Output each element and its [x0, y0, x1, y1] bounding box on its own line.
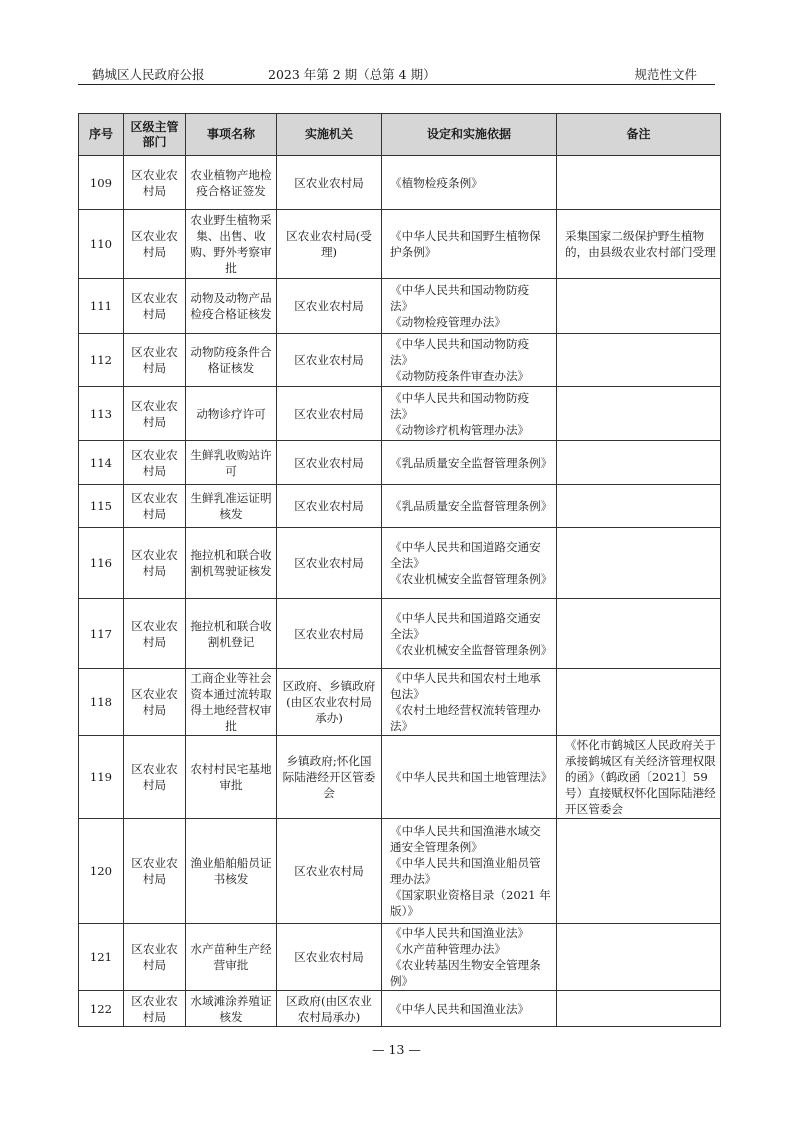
approval-items-table	[78, 113, 721, 1027]
row-department: 区农业农村局	[124, 156, 186, 210]
row-number: 115	[79, 485, 124, 528]
row-department: 区农业农村局	[124, 736, 186, 819]
row-item-name: 水域滩涂养殖证核发	[186, 991, 277, 1027]
row-note	[557, 991, 721, 1027]
row-number: 119	[79, 736, 124, 819]
row-item-name: 动物及动物产品检疫合格证核发	[186, 279, 277, 334]
table-row	[79, 485, 721, 528]
table-row	[79, 210, 721, 279]
row-basis: 《乳品质量安全监督管理条例》	[382, 441, 557, 485]
row-item-name: 工商企业等社会资本通过流转取得土地经营权审批	[186, 669, 277, 736]
column-header: 区级主管部门	[124, 114, 186, 156]
column-header: 设定和实施依据	[382, 114, 557, 156]
page-header	[78, 62, 715, 85]
row-agency: 区农业农村局	[277, 819, 382, 924]
table-row	[79, 669, 721, 736]
row-number: 114	[79, 441, 124, 485]
table-row	[79, 279, 721, 334]
row-agency: 区农业农村局	[277, 441, 382, 485]
row-department: 区农业农村局	[124, 279, 186, 334]
row-department: 区农业农村局	[124, 334, 186, 387]
table-row	[79, 441, 721, 485]
row-item-name: 生鲜乳准运证明核发	[186, 485, 277, 528]
row-note: 采集国家二级保护野生植物的，由县级农业农村部门受理	[557, 210, 721, 279]
row-item-name: 农村村民宅基地审批	[186, 736, 277, 819]
row-note	[557, 669, 721, 736]
row-note	[557, 528, 721, 599]
row-agency: 区农业农村局	[277, 334, 382, 387]
table-row	[79, 528, 721, 599]
row-number: 120	[79, 819, 124, 924]
row-item-name: 生鲜乳收购站许可	[186, 441, 277, 485]
row-basis: 《中华人民共和国动物防疫法》 《动物诊疗机构管理办法》	[382, 387, 557, 441]
table-row	[79, 736, 721, 819]
row-item-name: 渔业船舶船员证书核发	[186, 819, 277, 924]
row-basis: 《中华人民共和国渔业法》 《水产苗种管理办法》 《农业转基因生物安全管理条例》	[382, 924, 557, 991]
row-item-name: 动物防疫条件合格证核发	[186, 334, 277, 387]
row-basis: 《中华人民共和国土地管理法》	[382, 736, 557, 819]
row-agency: 区农业农村局	[277, 485, 382, 528]
row-number: 117	[79, 599, 124, 669]
row-item-name: 拖拉机和联合收割机驾驶证核发	[186, 528, 277, 599]
row-note	[557, 441, 721, 485]
row-note	[557, 819, 721, 924]
row-basis: 《乳品质量安全监督管理条例》	[382, 485, 557, 528]
row-basis: 《中华人民共和国道路交通安全法》 《农业机械安全监督管理条例》	[382, 599, 557, 669]
row-note	[557, 485, 721, 528]
row-note: 《怀化市鹤城区人民政府关于承接鹤城区有关经济管理权限的函》（鹤政函〔2021〕59 号）直接赋权怀化国际陆港经开区管委会	[557, 736, 721, 819]
row-basis: 《中华人民共和国野生植物保护条例》	[382, 210, 557, 279]
row-number: 116	[79, 528, 124, 599]
row-number: 111	[79, 279, 124, 334]
row-agency: 区农业农村局	[277, 599, 382, 669]
row-department: 区农业农村局	[124, 528, 186, 599]
table-row	[79, 334, 721, 387]
row-item-name: 农业野生植物采集、出售、收购、野外考察审批	[186, 210, 277, 279]
row-basis: 《中华人民共和国道路交通安全法》 《农业机械安全监督管理条例》	[382, 528, 557, 599]
issue-number: 2023 年第 2 期（总第 4 期）	[268, 67, 436, 82]
table-row	[79, 819, 721, 924]
row-agency: 区农业农村局	[277, 279, 382, 334]
row-note	[557, 279, 721, 334]
section-title: 规范性文件	[634, 67, 697, 82]
row-basis: 《植物检疫条例》	[382, 156, 557, 210]
row-item-name: 动物诊疗许可	[186, 387, 277, 441]
row-department: 区农业农村局	[124, 599, 186, 669]
row-agency: 区农业农村局(受理)	[277, 210, 382, 279]
row-department: 区农业农村局	[124, 387, 186, 441]
table-body	[79, 156, 721, 1027]
table-row	[79, 387, 721, 441]
table-row	[79, 924, 721, 991]
row-item-name: 拖拉机和联合收割机登记	[186, 599, 277, 669]
row-agency: 乡镇政府;怀化国际陆港经开区管委会	[277, 736, 382, 819]
row-note	[557, 334, 721, 387]
row-note	[557, 599, 721, 669]
row-department: 区农业农村局	[124, 669, 186, 736]
row-basis: 《中华人民共和国动物防疫法》 《动物检疫管理办法》	[382, 279, 557, 334]
row-agency: 区农业农村局	[277, 528, 382, 599]
row-agency: 区农业农村局	[277, 924, 382, 991]
table-row	[79, 156, 721, 210]
row-number: 110	[79, 210, 124, 279]
row-department: 区农业农村局	[124, 819, 186, 924]
row-number: 112	[79, 334, 124, 387]
row-agency: 区政府、乡镇政府(由区农业农村局承办)	[277, 669, 382, 736]
row-number: 118	[79, 669, 124, 736]
row-number: 113	[79, 387, 124, 441]
row-note	[557, 156, 721, 210]
column-header: 备注	[557, 114, 721, 156]
row-agency: 区农业农村局	[277, 156, 382, 210]
row-number: 109	[79, 156, 124, 210]
column-header: 序号	[79, 114, 124, 156]
table-header-row	[79, 114, 721, 156]
table-row	[79, 599, 721, 669]
bulletin-title: 鹤城区人民政府公报	[92, 67, 205, 82]
row-department: 区农业农村局	[124, 991, 186, 1027]
column-header: 实施机关	[277, 114, 382, 156]
row-basis: 《中华人民共和国农村土地承包法》 《农村土地经营权流转管理办法》	[382, 669, 557, 736]
row-department: 区农业农村局	[124, 441, 186, 485]
row-number: 121	[79, 924, 124, 991]
row-basis: 《中华人民共和国渔业法》	[382, 991, 557, 1027]
row-basis: 《中华人民共和国渔港水域交通安全管理条例》 《中华人民共和国渔业船员管理办法》 《国家职业资格目录（2021 年版）》	[382, 819, 557, 924]
row-number: 122	[79, 991, 124, 1027]
table-row	[79, 991, 721, 1027]
column-header: 事项名称	[186, 114, 277, 156]
row-department: 区农业农村局	[124, 210, 186, 279]
row-note	[557, 387, 721, 441]
row-department: 区农业农村局	[124, 924, 186, 991]
row-note	[557, 924, 721, 991]
row-item-name: 农业植物产地检疫合格证签发	[186, 156, 277, 210]
row-item-name: 水产苗种生产经营审批	[186, 924, 277, 991]
row-agency: 区政府(由区农业农村局承办)	[277, 991, 382, 1027]
row-agency: 区农业农村局	[277, 387, 382, 441]
page-number: — 13 —	[372, 1042, 421, 1057]
row-department: 区农业农村局	[124, 485, 186, 528]
row-basis: 《中华人民共和国动物防疫法》 《动物防疫条件审查办法》	[382, 334, 557, 387]
